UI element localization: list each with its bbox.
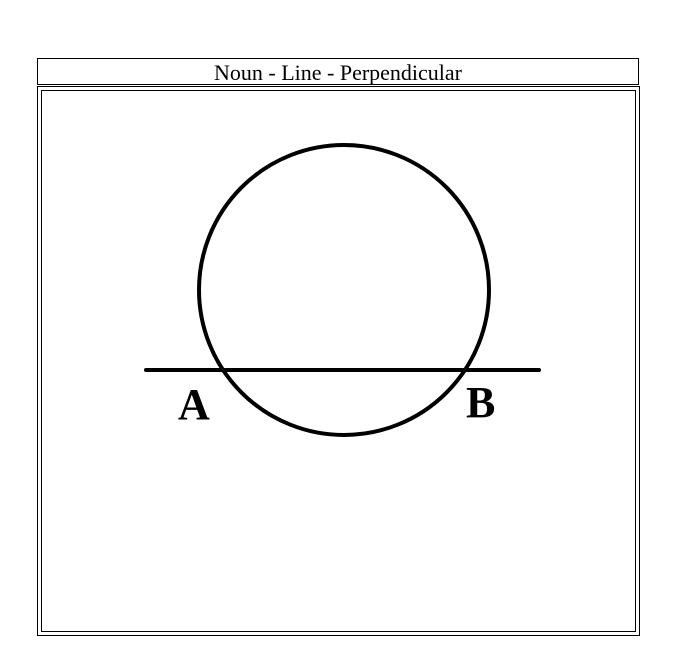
point-label-b: B	[466, 378, 496, 427]
circle	[199, 145, 489, 435]
diagram-title: Noun - Line - Perpendicular	[37, 58, 639, 85]
point-label-a: A	[178, 380, 210, 429]
